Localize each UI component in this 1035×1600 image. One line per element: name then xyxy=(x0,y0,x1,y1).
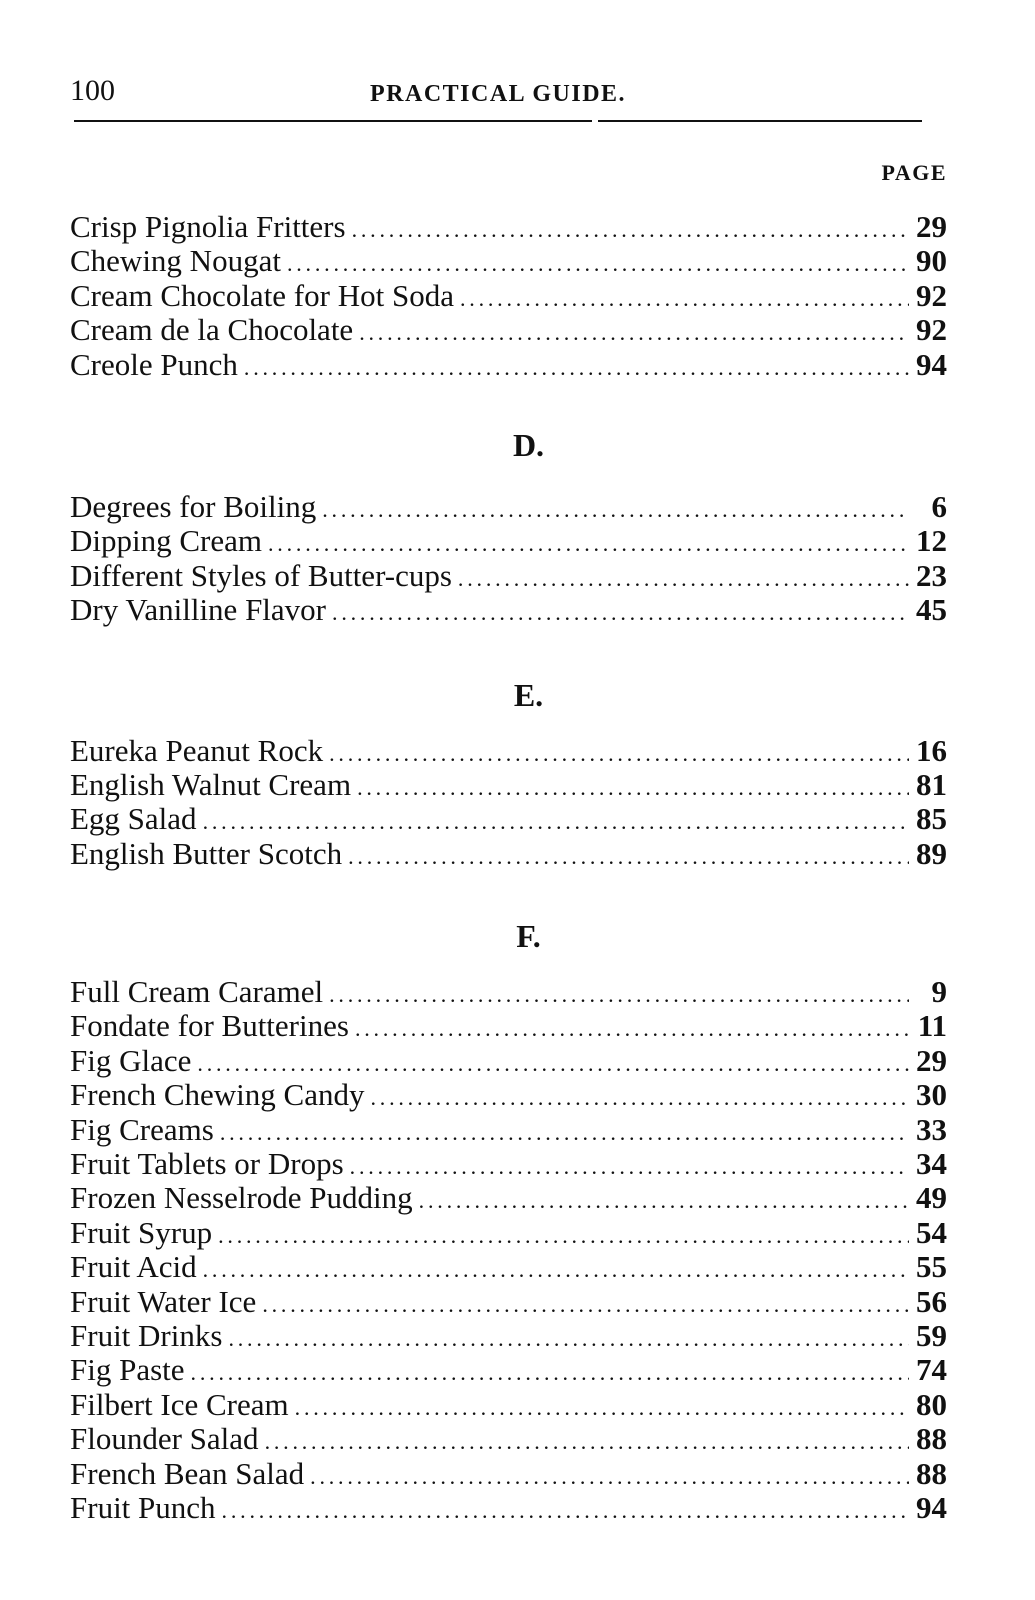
index-section-d xyxy=(70,428,947,628)
entry-page: 81 xyxy=(916,766,947,802)
entry-title: Eureka Peanut Rock xyxy=(70,732,324,768)
entry-page: 29 xyxy=(916,1042,947,1078)
index-entry xyxy=(70,837,947,871)
index-list xyxy=(70,210,947,1525)
entry-page: 30 xyxy=(916,1077,947,1113)
entry-page: 56 xyxy=(916,1283,947,1319)
entry-page: 90 xyxy=(916,243,947,279)
entry-page: 29 xyxy=(916,209,947,244)
index-section-f xyxy=(70,919,947,1525)
entry-title: Fig Glace xyxy=(70,1042,192,1078)
entry-page: 92 xyxy=(916,277,947,313)
index-entry xyxy=(70,734,947,768)
index-entry xyxy=(70,1250,947,1284)
entry-page: 9 xyxy=(931,974,947,1010)
entry-page: 74 xyxy=(916,1352,947,1388)
entry-page: 88 xyxy=(916,1421,947,1457)
index-entry xyxy=(70,490,947,524)
dot-leader xyxy=(359,316,909,350)
index-entry xyxy=(70,1319,947,1353)
index-entry xyxy=(70,1457,947,1491)
header-rule-right xyxy=(598,120,922,122)
entry-title: Degrees for Boiling xyxy=(70,488,317,524)
entry-page: 16 xyxy=(916,732,947,768)
index-entry xyxy=(70,1353,947,1387)
entry-title: Fruit Drinks xyxy=(70,1317,223,1353)
index-entry xyxy=(70,1181,947,1215)
entry-page: 33 xyxy=(916,1111,947,1147)
index-entry xyxy=(70,313,947,347)
index-entry xyxy=(70,1147,947,1181)
dot-leader xyxy=(268,527,909,561)
index-entry xyxy=(70,1422,947,1456)
entry-page: 55 xyxy=(916,1249,947,1285)
entry-title: Egg Salad xyxy=(70,801,197,837)
dot-leader xyxy=(203,805,909,839)
dot-leader xyxy=(329,978,909,1012)
index-entry xyxy=(70,1491,947,1525)
index-section-e xyxy=(70,678,947,872)
running-head: PRACTICAL GUIDE. xyxy=(370,81,627,107)
dot-leader xyxy=(310,1460,909,1494)
entry-page: 49 xyxy=(916,1180,947,1216)
entry-page: 88 xyxy=(916,1455,947,1491)
entry-page: 23 xyxy=(916,557,947,593)
index-section-c xyxy=(70,210,947,382)
entry-title: French Bean Salad xyxy=(70,1455,305,1491)
dot-leader xyxy=(322,493,909,527)
dot-leader xyxy=(203,1253,909,1287)
entry-title: Fruit Water Ice xyxy=(70,1283,257,1319)
dot-leader xyxy=(348,840,909,874)
index-entry xyxy=(70,1044,947,1078)
entry-title: Dry Vanilline Flavor xyxy=(70,592,327,628)
entry-title: Fruit Tablets or Drops xyxy=(70,1146,344,1182)
entry-title: Cream de la Chocolate xyxy=(70,312,354,348)
index-entry xyxy=(70,559,947,593)
entry-title: Fondate for Butterines xyxy=(70,1008,349,1044)
entry-page: 34 xyxy=(916,1146,947,1182)
dot-leader xyxy=(244,351,909,385)
entry-page: 80 xyxy=(916,1386,947,1422)
index-entry xyxy=(70,768,947,802)
entry-title: French Chewing Candy xyxy=(70,1077,365,1113)
dot-leader xyxy=(295,1391,909,1425)
dot-leader xyxy=(458,562,909,596)
entry-title: Frozen Nesselrode Pudding xyxy=(70,1180,413,1216)
entry-title: Fruit Punch xyxy=(70,1489,216,1525)
index-entry xyxy=(70,975,947,1009)
entry-title: Flounder Salad xyxy=(70,1421,259,1457)
dot-leader xyxy=(218,1219,909,1253)
index-entry xyxy=(70,524,947,558)
entry-page: 85 xyxy=(916,801,947,837)
entry-page: 6 xyxy=(931,488,947,524)
section-letter-heading: F. xyxy=(516,918,541,955)
entry-page: 92 xyxy=(916,312,947,348)
entry-title: Dipping Cream xyxy=(70,523,262,559)
index-entry xyxy=(70,1078,947,1112)
index-entry xyxy=(70,1009,947,1043)
dot-leader xyxy=(287,247,909,281)
page-number: 100 xyxy=(70,74,115,107)
entry-title: Different Styles of Butter-cups xyxy=(70,557,452,593)
section-letter-heading: D. xyxy=(512,426,545,463)
entry-page: 94 xyxy=(916,1489,947,1525)
entry-title: Fig Creams xyxy=(70,1111,214,1147)
dot-leader xyxy=(357,771,909,805)
dot-leader xyxy=(222,1494,909,1528)
index-entry xyxy=(70,348,947,382)
entry-title: English Walnut Cream xyxy=(70,766,352,802)
dot-leader xyxy=(355,1012,909,1046)
entry-title: Crisp Pignolia Fritters xyxy=(70,209,346,244)
index-entry xyxy=(70,1216,947,1250)
index-entry xyxy=(70,210,947,244)
dot-leader xyxy=(262,1288,909,1322)
entry-page: 12 xyxy=(916,523,947,559)
entry-title: Fruit Acid xyxy=(70,1249,197,1285)
dot-leader xyxy=(350,1150,909,1184)
entry-page: 59 xyxy=(916,1317,947,1353)
dot-leader xyxy=(191,1356,909,1390)
entry-title: Cream Chocolate for Hot Soda xyxy=(70,277,454,313)
dot-leader xyxy=(197,1047,909,1081)
index-entry xyxy=(70,279,947,313)
entry-title: English Butter Scotch xyxy=(70,835,343,871)
index-entry xyxy=(70,802,947,836)
entry-title: Full Cream Caramel xyxy=(70,974,324,1010)
section-letter-heading: E. xyxy=(513,676,544,713)
dot-leader xyxy=(332,596,909,630)
dot-leader xyxy=(220,1116,909,1150)
dot-leader xyxy=(329,737,909,771)
entry-title: Fig Paste xyxy=(70,1352,185,1388)
dot-leader xyxy=(228,1322,909,1356)
dot-leader xyxy=(352,213,909,247)
dot-leader xyxy=(265,1425,909,1459)
dot-leader xyxy=(419,1184,909,1218)
entry-title: Filbert Ice Cream xyxy=(70,1386,289,1422)
entry-title: Creole Punch xyxy=(70,346,238,382)
entry-title: Fruit Syrup xyxy=(70,1214,213,1250)
entry-page: 45 xyxy=(916,592,947,628)
dot-leader xyxy=(370,1081,909,1115)
entry-title: Chewing Nougat xyxy=(70,243,281,279)
index-entry xyxy=(70,593,947,627)
index-entry xyxy=(70,1285,947,1319)
header-rule-left xyxy=(74,120,592,122)
entry-page: 11 xyxy=(917,1008,947,1044)
entry-page: 89 xyxy=(916,835,947,871)
index-entry xyxy=(70,244,947,278)
page-column-label: PAGE xyxy=(881,160,947,185)
entry-page: 54 xyxy=(916,1214,947,1250)
index-entry xyxy=(70,1388,947,1422)
dot-leader xyxy=(460,282,909,316)
entry-page: 94 xyxy=(916,346,947,382)
index-entry xyxy=(70,1113,947,1147)
